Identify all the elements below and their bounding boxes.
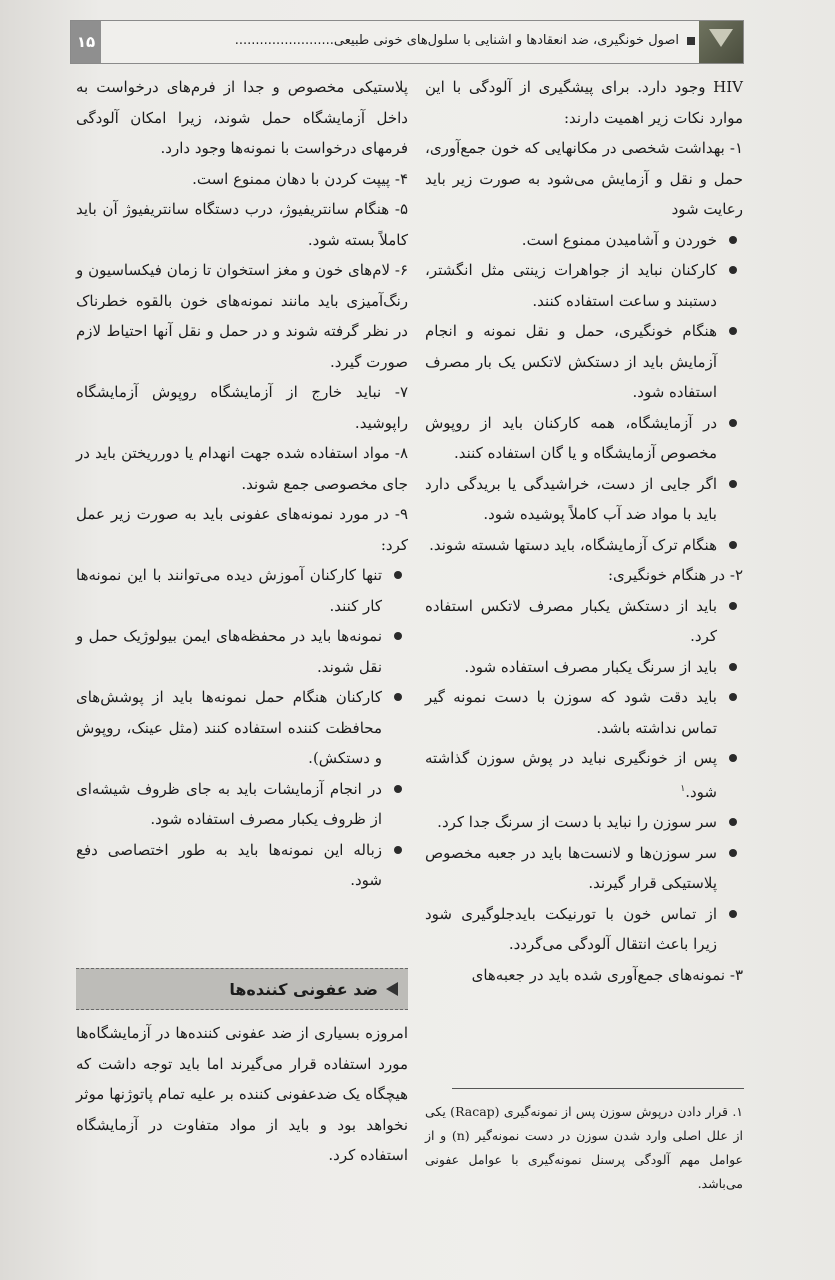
item9-bullet-list [76,560,408,896]
list-item: در انجام آزمایشات باید به جای ظروف شیشه‌ای از ظروف یکبار مصرف استفاده شود. [76,774,408,835]
bullet-icon [729,480,737,488]
right-column [425,72,743,990]
list-item: نمونه‌ها باید در محفظه‌های ایمن بیولوژیک حمل و نقل شوند. [76,621,408,682]
list-item-8: ۸- مواد استفاده شده جهت انهدام یا دورریختن باید در جای مخصوصی جمع شوند. [76,444,408,493]
intro-paragraph: HIV وجود دارد. برای پیشگیری از آلودگی با این موارد نکات زیر اهمیت دارند: [425,78,743,127]
bullet-icon [394,632,402,640]
list-item-3-continued: پلاستیکی مخصوص و جدا از فرم‌های درخواست به داخل آزمایشگاه حمل شوند، زیرا امکان آلودگی فرمهای درخواست با نمونه‌ها وجود دارد. [76,78,408,157]
list-item: هنگام ترک آزمایشگاه، باید دستها شسته شوند. [425,530,743,561]
bullet-icon [729,663,737,671]
list-item: پس از خونگیری نباید در پوش سوزن گذاشته شود.$^۱$ [425,743,743,807]
section-title: ضد عفونی کننده‌ها [229,979,378,999]
bullet-icon [394,693,402,701]
running-title-dots: ........................ [234,33,334,48]
list-item-2: ۲- در هنگام خونگیری: [607,566,743,584]
footnote-marker: ۱ [680,783,686,794]
bullet-icon [729,693,737,701]
bullet-icon [394,785,402,793]
page-number: ۱۵ [71,21,101,63]
bullet-icon [394,846,402,854]
bullet-icon [729,754,737,762]
list-item: کارکنان نباید از جواهرات زینتی مثل انگشتر، دستبند و ساعت استفاده کنند. [425,255,743,316]
bullet-icon [729,818,737,826]
item1-bullet-list [425,225,743,561]
list-item-7: ۷- نباید خارج از آزمایشگاه روپوش آزمایشگاه راپوشید. [76,383,408,432]
bullet-icon [729,327,737,335]
list-item-6: ۶- لام‌های خون و مغز استخوان تا زمان فیکساسیون و رنگ‌آمیزی باید مانند نمونه‌های خون بالقوه خطرناک در نظر گرفته شوند و در حمل و نقل آنها احتیاط لازم صورت گیرد. [76,261,408,371]
list-item-9: ۹- در مورد نمونه‌های عفونی باید به صورت زیر عمل کرد: [76,505,408,554]
list-item: کارکنان هنگام حمل نمونه‌ها باید از پوشش‌های محافظت کننده استفاده کنند (مثل عینک، روپوش و دستکش). [76,682,408,774]
header-ornament-icon [699,21,743,63]
running-title-text: اصول خونگیری، ضد انعقادها و آشنایی با سلول‌های خونی طبیعی [333,33,679,48]
bullet-icon [729,849,737,857]
section-paragraph: امروزه بسیاری از ضد عفونی کننده‌ها در آزمایشگاه‌ها مورد استفاده قرار می‌گیرند اما باید توجه داشت که هیچگاه یک ضدعفونی کننده بر علیه تمام پاتوژنها موثر نخواهد بود و باید از مواد متفاوت در آزمایشگاه استفاده کرد. [76,1024,408,1164]
list-item: باید از دستکش یکبار مصرف لاتکس استفاده کرد. [425,591,743,652]
bullet-icon [729,602,737,610]
list-item-4: ۴- پیپت کردن با دهان ممنوع است. [192,169,408,188]
running-title [113,33,695,48]
list-item: اگر جایی از دست، خراشیدگی یا بریدگی دارد باید با مواد ضد آب کاملاً پوشیده شود. [425,469,743,530]
section-paragraph-block [76,1018,408,1171]
triangle-arrow-icon [386,982,398,996]
footnote-divider [452,1088,744,1089]
page-header [70,20,744,64]
bullet-icon [729,266,737,274]
list-item: از تماس خون با تورنیکت بایدجلوگیری شود زیرا باعث انتقال آلودگی می‌گردد. [425,899,743,960]
list-item-3-start: ۳- نمونه‌های جمع‌آوری شده باید در جعبه‌های [471,965,743,984]
list-item: باید دقت شود که سوزن با دست نمونه گیر تماس نداشته باشد. [425,682,743,743]
bullet-icon [394,571,402,579]
list-item: تنها کارکنان آموزش دیده می‌توانند با این نمونه‌ها کار کنند. [76,560,408,621]
item2-bullet-list [425,591,743,960]
list-item: سر سوزن‌ها و لانست‌ها باید در جعبه مخصوص پلاستیکی قرار گیرند. [425,838,743,899]
list-item: هنگام خونگیری، حمل و نقل نمونه و انجام آزمایش باید از دستکش لاتکس یک بار مصرف استفاده شود. [425,316,743,408]
list-item: زباله این نمونه‌ها باید به طور اختصاصی دفع شود. [76,835,408,896]
list-item: خوردن و آشامیدن ممنوع است. [425,225,743,256]
bullet-icon [729,910,737,918]
left-column [76,72,408,896]
list-item-5: ۵- هنگام سانتریفیوژ، درب دستگاه سانتریفیوژ آن باید کاملاً بسته شود. [76,200,408,249]
footnote: ۱. قرار دادن درپوش سوزن پس از نمونه‌گیری (Racap) یکی از علل اصلی وارد شدن سوزن در دست نمونه‌گیر (n) و از عوامل مهم آلودگی پرسنل نمونه‌گیری با عوامل عفونی می‌باشد. [425,1104,744,1191]
section-heading-bar [76,968,408,1010]
bullet-icon [729,419,737,427]
list-item: باید از سرنگ یکبار مصرف استفاده شود. [425,652,743,683]
bullet-icon [729,541,737,549]
list-item-1: ۱- بهداشت شخصی در مکانهایی که خون جمع‌آوری، حمل و نقل و آزمایش می‌شود به صورت زیر باید رعایت شود [425,139,743,218]
list-item: در آزمایشگاه، همه کارکنان باید از روپوش مخصوص آزمایشگاه و یا گان استفاده کنند. [425,408,743,469]
bullet-icon [729,236,737,244]
square-bullet-icon [687,37,695,45]
list-item: سر سوزن را نباید با دست از سرنگ جدا کرد. [425,807,743,838]
